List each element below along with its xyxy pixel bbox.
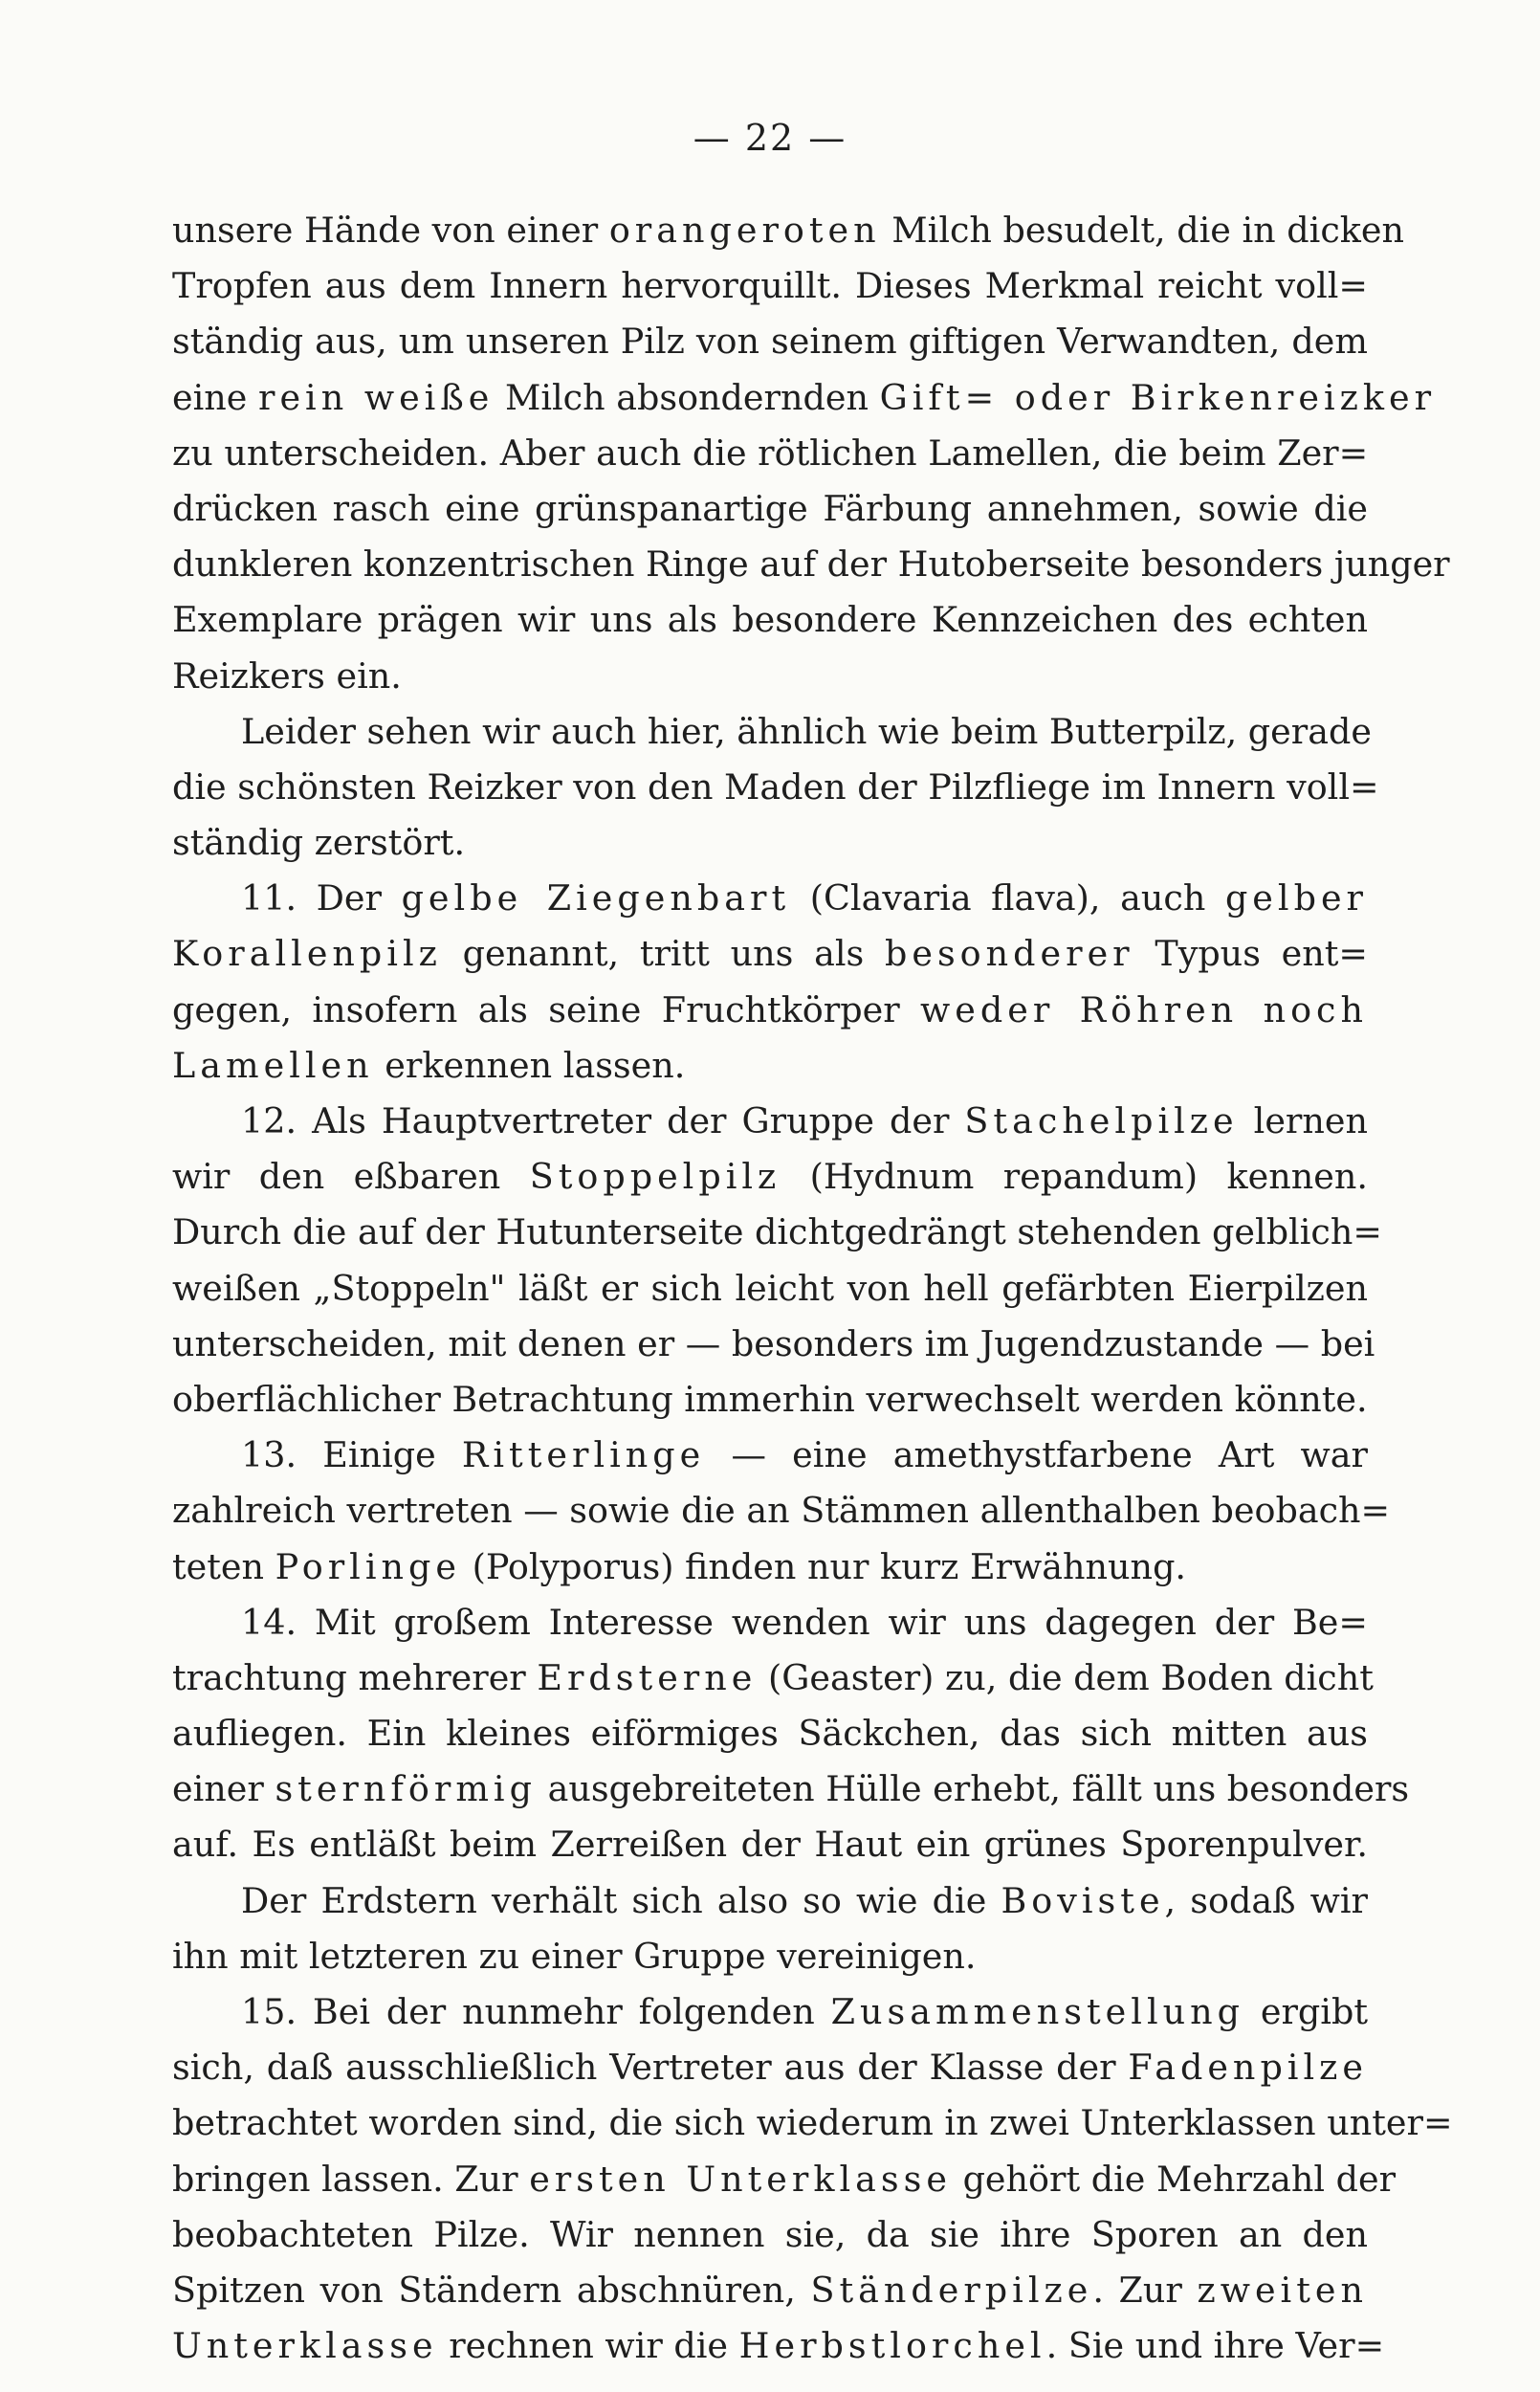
text-line: weißen „Stoppeln" läßt er sich leicht von hell gefärbten Eierpilzen xyxy=(172,1267,1368,1309)
spaced-term: Fadenpilze xyxy=(1128,2047,1368,2089)
text-line: wir den eßbaren Stoppelpilz (Hydnum repandum) kennen. xyxy=(172,1156,1368,1198)
spaced-term: zweiten xyxy=(1197,2269,1369,2311)
text-line: drücken rasch eine grünspanartige Färbung annehmen, sowie die xyxy=(172,487,1368,529)
text-line: 11. Der gelbe Ziegenbart (Clavaria flava), auch gelber xyxy=(241,877,1368,919)
text-line: zu unterscheiden. Aber auch die rötlichen Lamellen, die beim Zer= xyxy=(172,432,1369,474)
spaced-term: Stachelpilze xyxy=(964,1100,1239,1141)
text-line: teten Porlinge (Polyporus) finden nur kurz Erwähnung. xyxy=(172,1545,1187,1587)
spaced-term: Zusammenstellung xyxy=(830,1991,1245,2032)
text-line: eine rein weiße Milch absondernden Gift= oder Birkenreizker xyxy=(172,376,1437,418)
text-line: Tropfen aus dem Innern hervorquillt. Dieses Merkmal reicht voll= xyxy=(172,265,1368,307)
text-line: ständig zerstört. xyxy=(172,822,466,864)
spaced-term: orangeroten xyxy=(608,210,881,251)
text-line: Reizkers ein. xyxy=(172,654,402,697)
text-line: dunkleren konzentrischen Ringe auf der Hutoberseite besonders junger xyxy=(172,543,1450,586)
spaced-term: Lamellen xyxy=(172,1044,374,1086)
text-line: 13. Einige Ritterlinge — eine amethystfarbene Art war xyxy=(241,1434,1369,1476)
spaced-term: Korallenpilz xyxy=(172,933,442,975)
text-line: bringen lassen. Zur ersten Unterklasse gehört die Mehrzahl der xyxy=(172,2158,1397,2200)
text-line: Lamellen erkennen lassen. xyxy=(172,1044,686,1086)
spaced-term: ersten Unterklasse xyxy=(529,2158,952,2200)
text-line: ständig aus, um unseren Pilz von seinem giftigen Verwandten, dem xyxy=(172,321,1368,363)
spaced-term: weder Röhren noch xyxy=(920,988,1368,1030)
spaced-term: Herbstlorchel xyxy=(738,2325,1046,2367)
spaced-term: sternförmig xyxy=(275,1768,537,1810)
text-line: 12. Als Hauptvertreter der Gruppe der Stachelpilze lernen xyxy=(241,1100,1368,1141)
spaced-term: rein weiße xyxy=(258,376,495,418)
text-line: Durch die auf der Hutunterseite dichtgedrängt stehenden gelblich= xyxy=(172,1211,1382,1253)
text-line: ihn mit letzteren zu einer Gruppe vereinigen. xyxy=(172,1935,977,1977)
spaced-term: Erdsterne xyxy=(537,1656,758,1698)
text-line: Unterklasse rechnen wir die Herbstlorchel. Sie und ihre Ver= xyxy=(172,2325,1385,2367)
spaced-term: Stoppelpilz xyxy=(529,1156,781,1198)
text-line: Der Erdstern verhält sich also so wie die Boviste, sodaß wir xyxy=(241,1879,1368,1921)
spaced-term: gelbe Ziegenbart xyxy=(401,877,791,919)
text-line: einer sternförmig ausgebreiteten Hülle erhebt, fällt uns besonders xyxy=(172,1768,1410,1810)
spaced-term: Ständerpilze xyxy=(810,2269,1093,2311)
text-line: Korallenpilz genannt, tritt uns als besonderer Typus ent= xyxy=(172,933,1368,975)
text-line: 15. Bei der nunmehr folgenden Zusammenstellung ergibt xyxy=(241,1991,1368,2032)
text-line: unterscheiden, mit denen er — besonders im Jugendzustande — bei xyxy=(172,1322,1375,1364)
text-line: Leider sehen wir auch hier, ähnlich wie beim Butterpilz, gerade xyxy=(241,710,1372,752)
spaced-term: besonderer xyxy=(884,933,1134,975)
text-body xyxy=(172,203,1453,2374)
page-number: — 22 — xyxy=(693,117,847,159)
spaced-term: Gift= oder Birkenreizker xyxy=(879,376,1437,418)
text-line: trachtung mehrerer Erdsterne (Geaster) zu, die dem Boden dicht xyxy=(172,1656,1374,1698)
spaced-term: Ritterlinge xyxy=(461,1434,706,1476)
spaced-term: Porlinge xyxy=(275,1545,461,1587)
text-line: Exemplare prägen wir uns als besondere Kennzeichen des echten xyxy=(172,599,1368,641)
text-line: betrachtet worden sind, die sich wiederum in zwei Unterklassen unter= xyxy=(172,2102,1453,2144)
text-line: sich, daß ausschließlich Vertreter aus der Klasse der Fadenpilze xyxy=(172,2047,1368,2089)
text-line: 14. Mit großem Interesse wenden wir uns dagegen der Be= xyxy=(241,1601,1368,1643)
text-line: auf. Es entläßt beim Zerreißen der Haut ein grünes Sporenpulver. xyxy=(172,1824,1368,1866)
text-line: die schönsten Reizker von den Maden der Pilzfliege im Innern voll= xyxy=(172,765,1379,808)
text-line: oberflächlicher Betrachtung immerhin verwechselt werden könnte. xyxy=(172,1378,1368,1420)
text-line: unsere Hände von einer orangeroten Milch besudelt, die in dicken xyxy=(172,210,1404,251)
text-line: zahlreich vertreten — sowie die an Stämmen allenthalben beobach= xyxy=(172,1490,1391,1532)
text-line: gegen, insofern als seine Fruchtkörper weder Röhren noch xyxy=(172,988,1368,1030)
spaced-term: Boviste xyxy=(1001,1879,1165,1921)
spaced-term: Unterklasse xyxy=(172,2325,438,2367)
spaced-term: gelber xyxy=(1224,877,1368,919)
text-line: beobachteten Pilze. Wir nennen sie, da sie ihre Sporen an den xyxy=(172,2213,1368,2255)
text-line: Spitzen von Ständern abschnüren, Ständerpilze. Zur zweiten xyxy=(172,2269,1369,2311)
text-line: aufliegen. Ein kleines eiförmiges Säckchen, das sich mitten aus xyxy=(172,1713,1368,1755)
